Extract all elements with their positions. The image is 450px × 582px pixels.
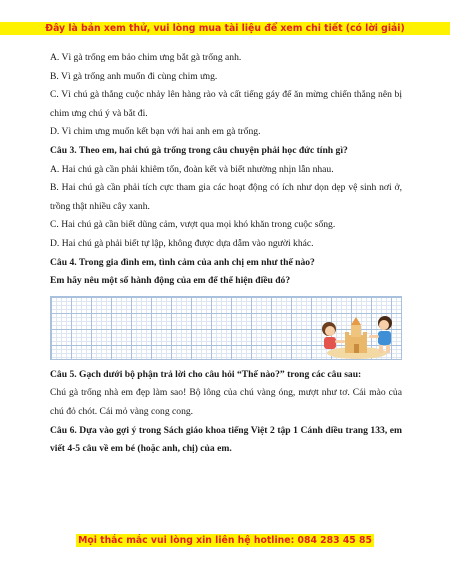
option-2b: B. Vì gà trống anh muốn đi cùng chim ưng. [50,70,218,82]
option-2c: C. Vì chú gà thắng cuộc nhảy lên hàng rào và cất tiếng gáy để ăn mừng chiến thắng nên bị chim ưng chú ý và bắt đi. [50,89,402,119]
hotline-footer-text: Mọi thắc mắc vui lòng xin liên hệ hotline: 084 283 45 85 [78,535,372,546]
children-sandcastle-illustration [315,297,401,359]
option-3b: B. Hai chú gà cần phải tích cực tham gia các hoạt động có ích như dọn dẹp vệ sinh nơi ở, trồng thật nhiều cây xanh. [50,182,402,212]
option-3c: C. Hai chú gà cần biết dũng cảm, vượt qua mọi khó khăn trong cuộc sống. [50,219,336,231]
preview-banner-text: Đây là bản xem thử, vui lòng mua tài liệu để xem chi tiết (có lời giải) [45,23,405,34]
question-4: Câu 4. Trong gia đình em, tình cảm của anh chị em như thế nào? [50,256,315,268]
option-2d: D. Vì chim ưng muốn kết bạn với hai anh em gà trống. [50,126,261,138]
writing-grid[interactable] [50,296,402,360]
option-3d: D. Hai chú gà phải biết tự lập, không được dựa dẫm vào người khác. [50,237,314,249]
question-4-part-2: Em hãy nêu một số hành động của em để thể hiện điều đó? [50,275,291,287]
option-2a: A. Vì gà trống em bảo chim ưng bắt gà trống anh. [50,52,242,63]
question-6: Câu 6. Dựa vào gợi ý trong Sách giáo khoa tiếng Việt 2 tập 1 Cánh diều trang 133, em viết 4-5 câu về em bé (hoặc anh, chị) của em. [50,424,402,455]
preview-banner [0,22,450,35]
question-5: Câu 5. Gạch dưới bộ phận trả lời cho câu hỏi “Thế nào?” trong các câu sau: [50,368,362,380]
question-3: Câu 3. Theo em, hai chú gà trống trong câu chuyện phải học đức tính gì? [50,144,348,156]
hotline-footer [0,535,450,546]
document-body [50,49,402,459]
question-5-passage: Chú gà trống nhà em đẹp làm sao! Bộ lông của chú vàng óng, mượt như tơ. Cái mào của chú đỏ chót. Cái mỏ vàng cong cong. [50,387,402,417]
option-3a: A. Hai chú gà cần phải khiêm tốn, đoàn kết và biết nhường nhịn lẫn nhau. [50,163,334,175]
